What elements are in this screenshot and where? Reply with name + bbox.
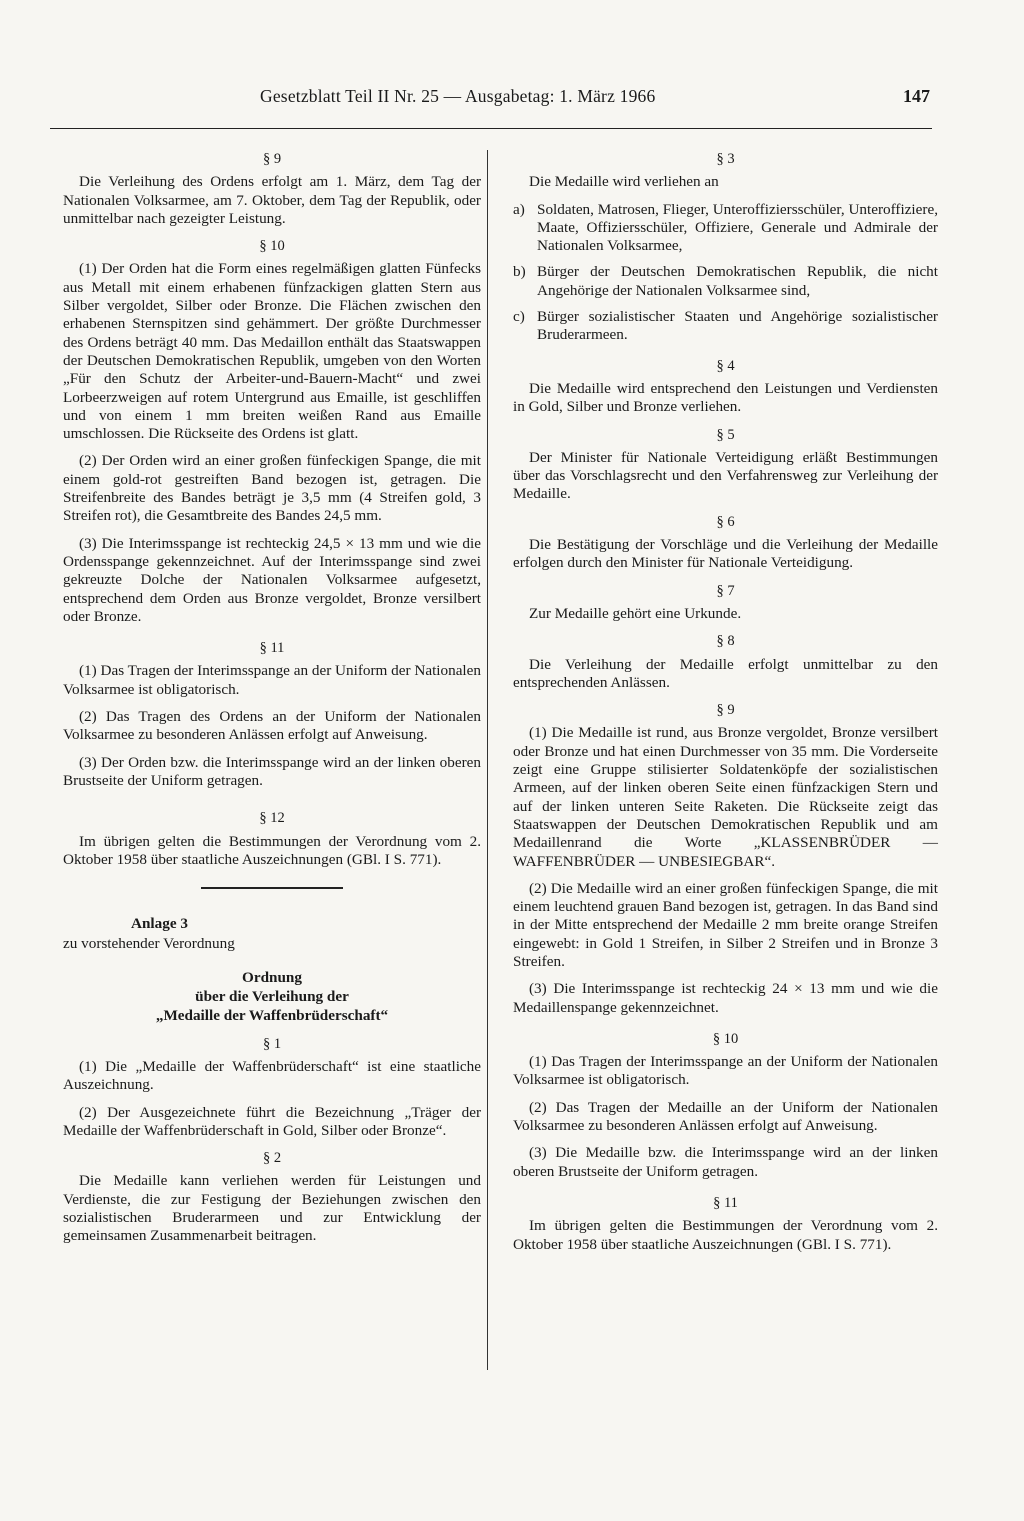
list-item — [513, 201, 938, 256]
paragraph: Der Minister für Nationale Verteidigung erläßt Bestimmungen über das Vorschlagsrecht und den Verfahrensweg zur Verleihung der Medaille. — [513, 448, 938, 503]
paragraph: Zur Medaille gehört eine Urkunde. — [529, 604, 742, 622]
page-number: 147 — [903, 86, 930, 106]
section-heading: § 3 — [716, 151, 735, 167]
paragraph: (1) Das Tragen der Interimsspange an der Uniform der Nationalen Volksarmee ist obligatorisch. — [63, 662, 481, 698]
section-heading: § 11 — [259, 640, 285, 657]
list-item-label: b) — [513, 263, 526, 281]
paragraph: (1) Die „Medaille der Waffenbrüderschaft“ ist eine staatliche Auszeichnung. — [63, 1057, 481, 1094]
paragraph: (3) Der Orden bzw. die Interimsspange wird an der linken oberen Brustseite der Uniform getragen. — [63, 753, 481, 789]
paragraph: (3) Die Medaille bzw. die Interimsspange wird an der linken oberen Brustseite der Uniform getragen. — [513, 1144, 938, 1180]
section-heading: § 9 — [716, 702, 735, 719]
ordinance-title-line: „Medaille der Waffenbrüderschaft“ — [155, 1006, 389, 1024]
paragraph: (2) Das Tragen der Medaille an der Uniform der Nationalen Volksarmee zu besonderen Anlässen erfolgt auf Anweisung. — [513, 1098, 938, 1135]
paragraph: Die Bestätigung der Vorschläge und die Verleihung der Medaille erfolgen durch den Minister für Nationale Verteidigung. — [513, 536, 938, 572]
section-heading: § 9 — [262, 151, 282, 167]
paragraph: (1) Die Medaille ist rund, aus Bronze vergoldet, Bronze versilbert oder Bronze und hat einen Durchmesser von 35 mm. Die Vorderseite zeigt eine Gruppe stilisierter Soldatenköpfe der sozialistischen Armeen, auf der linken oberen Seite einen fünfzackigen Stern und auf der linken unteren Seite Raketen. Die Rückseite zeigt das Staatswappen der Deutschen Demokratischen Republik und am Medaillenrand die Worte „KLASSENBRÜDER — WAFFENBRÜDER — UNBESIEGBAR“. — [513, 724, 938, 870]
section-heading: § 7 — [716, 582, 735, 599]
paragraph: Die Medaille wird verliehen an — [529, 173, 719, 191]
list-item-label: a) — [513, 200, 525, 218]
paragraph: Die Medaille kann verliehen werden für Leistungen und Verdienste, die zur Festigung der Beziehungen zwischen den sozialistischen Bruderarmeen und zur Entwicklung der gemeinsamen Zusammenarbeit beitragen. — [63, 1172, 481, 1245]
paragraph: (2) Der Orden wird an einer großen fünfeckigen Spange, die mit einem gold-rot gestreiften Band bezogen ist, getragen. Die Streifenbreite des Bandes beträgt je 3,5 mm (4 Streifen gold, 3 Streifen rot), die Gesamtbreite des Bandes 24,5 mm. — [63, 452, 481, 525]
ordinance-title — [63, 968, 481, 1025]
section-heading: § 6 — [716, 513, 735, 530]
list-item-text: Bürger der Deutschen Demokratischen Republik, die nicht Angehörige der Nationalen Volksarmee sind, — [537, 263, 938, 299]
section-heading: § 10 — [259, 238, 285, 255]
paragraph: Im übrigen gelten die Bestimmungen der Verordnung vom 2. Oktober 1958 über staatliche Auszeichnungen (GBl. I S. 771). — [63, 832, 481, 868]
page-header — [50, 86, 930, 118]
section-heading: § 1 — [262, 1035, 282, 1052]
section-heading: § 5 — [716, 426, 735, 443]
header-rule — [50, 128, 932, 129]
paragraph: Im übrigen gelten die Bestimmungen der Verordnung vom 2. Oktober 1958 über staatliche Auszeichnungen (GBl. I S. 771). — [513, 1217, 938, 1253]
section-heading: § 10 — [712, 1030, 739, 1047]
right-column — [513, 150, 938, 1263]
list-item-text: Soldaten, Matrosen, Flieger, Unteroffiziersschüler, Unteroffiziere, Maate, Offiziersschüler, Offiziere, Generale und Admirale der Nationalen Volksarmee, — [537, 200, 938, 255]
ordinance-title-line: über die Verleihung der — [195, 987, 349, 1005]
list-item-text: Bürger sozialistischer Staaten und Angehörige sozialistischer Bruderarmeen. — [537, 308, 938, 344]
section-heading: § 12 — [259, 810, 285, 827]
paragraph: (3) Die Interimsspange ist rechteckig 24 × 13 mm und wie die Medaillenspange gekennzeichnet. — [513, 980, 938, 1016]
section-heading: § 4 — [716, 357, 735, 374]
paragraph: (3) Die Interimsspange ist rechteckig 24,5 × 13 mm und wie die Ordensspange gekennzeichnet. Auf der Interimsspange sind zwei gekreuzte Dolche der Nationalen Volksarmee aufgesetzt, entsprechend dem Orden aus Bronze vergoldet, Bronze versilbert oder Bronze. — [63, 534, 481, 625]
paragraph: Die Verleihung der Medaille erfolgt unmittelbar zu den entsprechenden Anlässen. — [513, 655, 938, 691]
appendix-title: Anlage 3 — [131, 915, 188, 933]
paragraph: Die Verleihung des Ordens erfolgt am 1. März, dem Tag der Nationalen Volksarmee, am 7. Oktober, dem Tag der Republik, oder unmittelbar nach gezeigter Leistung. — [63, 173, 481, 227]
list-item — [513, 263, 938, 300]
paragraph: (2) Der Ausgezeichnete führt die Bezeichnung „Träger der Medaille der Waffenbrüderschaft in Gold, Silber oder Bronze“. — [63, 1103, 481, 1139]
section-heading: § 2 — [262, 1150, 282, 1167]
paragraph: (1) Das Tragen der Interimsspange an der Uniform der Nationalen Volksarmee ist obligatorisch. — [513, 1053, 938, 1089]
ordinance-title-line: Ordnung — [242, 968, 302, 986]
paragraph: (2) Die Medaille wird an einer großen fünfeckigen Spange, die mit einem leuchtend grauen Band bezogen ist, getragen. In das Band sind in der Mitte entsprechend der Medaille 2 mm breite orange Streifen eingewebt: in Gold 1 Streifen, in Silber 2 Streifen und in Bronze 3 Streifen. — [513, 879, 938, 970]
section-heading: § 8 — [716, 633, 735, 650]
header-title: Gesetzblatt Teil II Nr. 25 — Ausgabetag: 1. März 1966 — [260, 86, 656, 106]
left-column — [63, 150, 481, 1255]
appendix-subtitle: zu vorstehender Verordnung — [63, 935, 235, 953]
paragraph: (1) Der Orden hat die Form eines regelmäßigen glatten Fünfecks aus Metall mit einem erhabenen fünfzackigen glatten Stern aus Silber vergoldet, Silber oder Bronze. Die Flächen zwischen den erhabenen Sternspitzen sind gehämmert. Der größte Durchmesser des Ordens beträgt 40 mm. Das Medaillon enthält das Staatswappen der Deutschen Demokratischen Republik, umgeben von den Worten „Für den Schutz der Arbeiter-und-Bauern-Macht“ und zwei Lorbeerzweigen auf rotem Untergrund aus Emaille, ist geschliffen und von einem 1 mm breiten weißen Rand aus Emaille umschlossen. Die Rückseite des Ordens ist glatt. — [63, 260, 481, 443]
separator-rule — [201, 887, 343, 889]
list-item-label: c) — [513, 308, 525, 326]
section-heading: § 11 — [713, 1194, 738, 1211]
column-divider — [487, 150, 488, 1370]
list-item — [513, 308, 938, 345]
paragraph: (2) Das Tragen des Ordens an der Uniform der Nationalen Volksarmee zu besonderen Anlässen erfolgt auf Anweisung. — [63, 708, 481, 744]
paragraph: Die Medaille wird entsprechend den Leistungen und Verdiensten in Gold, Silber und Bronze verliehen. — [513, 379, 938, 416]
